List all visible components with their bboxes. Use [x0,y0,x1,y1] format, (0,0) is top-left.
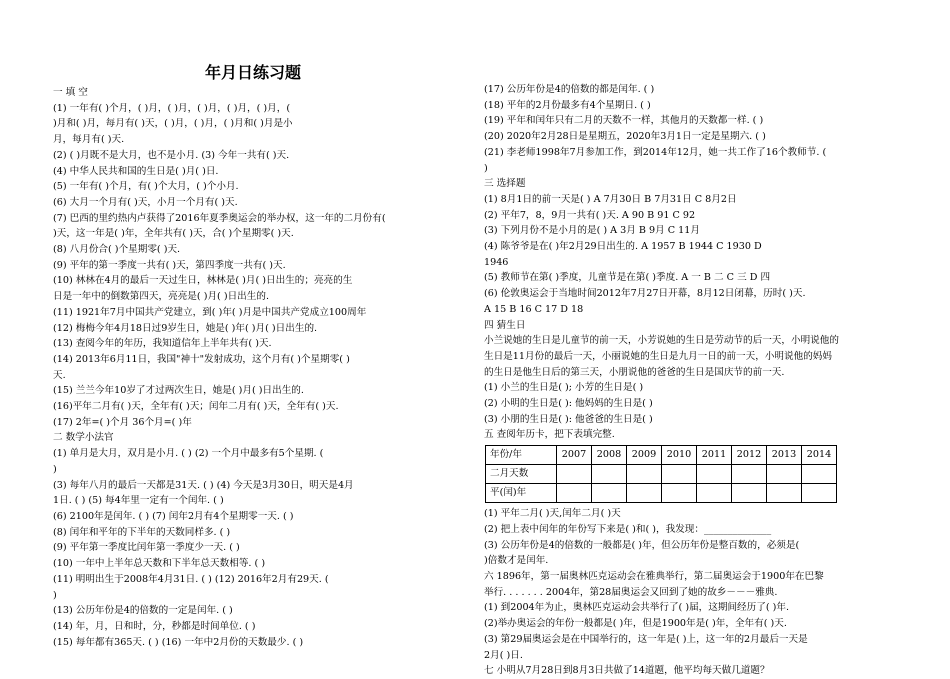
text-line: (2) 平年7，8，9月一共有( )天. A 90 B 91 C 92 [484,209,696,221]
text-line: 举行. . . . . . . 2004年，第28届奥运会又回到了她的故乡－－－雅典. [484,586,778,598]
table-blank-cell[interactable] [627,465,662,484]
text-line: (21) 李老师1998年7月参加工作，到2014年12月，她一共工作了16个教师节. ( [484,146,827,158]
left-questions [53,85,473,650]
text-line: 天. [53,369,66,381]
text-line: 四 猜生日 [484,319,526,331]
table-year-cell: 2011 [697,446,732,465]
text-line: (13) 公历年份是4的倍数的一定是闰年. ( ) [53,605,233,617]
table-year-cell: 2008 [592,446,627,465]
text-line: (3) 下列月份不是小月的是( ) A 3月 B 9月 C 11月 [484,225,700,237]
text-line: 日是一年中的倒数第四天，亮亮是( )月( )日出生的. [53,291,269,303]
text-line: (10) 一年中上半年总天数和下半年总天数相等. ( ) [53,558,266,570]
table-blank-cell[interactable] [662,465,697,484]
table-blank-cell[interactable] [592,465,627,484]
table-blank-cell[interactable] [557,465,592,484]
text-line: (6) 大月一个月有( )天，小月一个月有( )天. [53,196,238,208]
text-line: (14) 2013年6月11日，我国"神十"发射成功，这个月有( )个星期零( ) [53,353,350,365]
text-line: )月和( )月，每月有( )天，( )月，( )月，( )月和( )月是小 [53,118,293,130]
text-line: 六 1896年，第一届奥林匹克运动会在雅典举行，第二届奥运会于1900年在巴黎 [484,570,824,582]
text-line: (8) 八月份合( )个星期零( )天. [53,244,181,256]
text-line: (6) 伦敦奥运会于当地时间2012年7月27日开幕，8月12日闭幕，历时( )天. [484,288,806,300]
text-line: (5) 教师节在第( )季度，儿童节是在第( )季度. A 一 B 二 C 三 D 四 [484,272,771,284]
text-line: (5) 一年有( )个月，有( )个大月，( )个小月. [53,181,239,193]
text-line: ) [53,463,57,475]
text-line: (11) 1921年7月中国共产党建立，到( )年( )月是中国共产党成立100周年 [53,306,367,318]
text-line: (7) 巴西的里约热内卢获得了2016年夏季奥运会的举办权，这一年的二月份有( [53,212,386,224]
text-line: 1日. ( ) (5) 每4年里一定有一个闰年. ( ) [53,495,224,507]
table-blank-cell[interactable] [732,484,767,503]
text-line: (1) 平年二月( )天,闰年二月( )天 [484,508,621,520]
text-line: (1) 小兰的生日是( ); 小芳的生日是( ) [484,382,644,394]
text-line: 小兰说她的生日是儿童节的前一天，小芳说她的生日是劳动节的后一天，小明说他的 [484,335,839,347]
table-year-cell: 2013 [767,446,802,465]
table-blank-cell[interactable] [627,484,662,503]
page-title: 年月日练习题 [204,63,301,82]
text-line: (3) 第29届奥运会是在中国举行的，这一年是( )上，这一年的2月最后一天是 [484,633,808,645]
right-column [484,0,902,679]
text-line: (8) 闰年和平年的下半年的天数同样多. ( ) [53,526,231,538]
text-line: (15) 兰兰今年10岁了才过两次生日，她是( )月( )日出生的. [53,385,304,397]
text-line: 1946 [484,256,509,268]
text-line: (17) 2年=( )个月 36个月=( )年 [53,416,192,428]
text-line: 五 查阅年历卡，把下表填完整. [484,429,615,441]
text-line: (9) 平年第一季度比闰年第一季度少一天. ( ) [53,542,240,554]
text-line: 的生日是他生日后的第三天，小朋说他的爸爸的生日是国庆节的前一天. [484,366,785,378]
text-line: (19) 平年和闰年只有二月的天数不一样，其他月的天数都一样. ( ) [484,115,764,127]
table-row [486,484,837,503]
right-questions-bottom [484,506,902,679]
table-year-cell: 2009 [627,446,662,465]
table-row [486,465,837,484]
text-line: (1) 8月1日的前一天是( ) A 7月30日 B 7月31日 C 8月2日 [484,193,737,205]
text-line: (11) 明明出生于2008年4月31日. ( ) (12) 2016年2月有29天. ( [53,573,329,585]
text-line: (16)平年二月有( )天，全年有( )天；闰年二月有( )天，全年有( )天. [53,401,339,413]
table-year-cell: 2007 [557,446,592,465]
text-line: )天，这一年是( )年，全年共有( )天，合( )个星期零( )天. [53,228,294,240]
text-line: (14) 年，月，日和时，分，秒都是时间单位. ( ) [53,620,256,632]
text-line: (15) 每年都有365天. ( ) (16) 一年中2月份的天数最少. ( ) [53,636,304,648]
text-line: ) [484,162,488,174]
text-line: 七 小明从7月28日到8月3日共做了14道题，他平均每天做几道题？ [484,665,770,677]
text-line: 生日是11月份的最后一天，小丽说她的生日是九月一日的前一天，小明说他的妈妈 [484,350,832,362]
table-year-cell: 2014 [802,446,837,465]
table-blank-cell[interactable] [557,484,592,503]
text-line: (1) 到2004年为止，奥林匹克运动会共举行了( )届，这期间经历了( )年. [484,602,790,614]
table-blank-cell[interactable] [767,484,802,503]
text-line: 月，每月有( )天. [53,134,125,146]
text-line: A 15 B 16 C 17 D 18 [484,303,584,315]
table-header-row [486,446,837,465]
text-line: (3) 每年八月的最后一天都是31天. ( ) (4) 今天是3月30日，明天是4月 [53,479,354,491]
text-line: (6) 2100年是闰年. ( ) (7) 闰年2月有4个星期零一天. ( ) [53,510,294,522]
text-line: ) [53,589,57,601]
table-blank-cell[interactable] [732,465,767,484]
text-line: (1) 一年有( )个月，( )月，( )月，( )月，( )月，( )月，( [53,102,291,114]
text-line: (4) 中华人民共和国的生日是( )月( )日. [53,165,219,177]
text-line: 一 填 空 [53,87,88,98]
text-line: (4) 陈爷爷是在( )年2月29日出生的. A 1957 B 1944 C 1930 D [484,241,762,253]
calendar-table [485,445,837,503]
text-line: 2月( )日. [484,649,523,661]
table-year-cell: 2010 [662,446,697,465]
table-blank-cell[interactable] [662,484,697,503]
table-header-cell: 年份/年 [486,446,557,465]
table-blank-cell[interactable] [697,484,732,503]
table-blank-cell[interactable] [767,465,802,484]
text-line: 三 选择题 [484,178,526,190]
text-line: (12) 梅梅今年4月18日过9岁生日，她是( )年( )月( )日出生的. [53,322,318,334]
text-line: )倍数才是闰年. [484,555,549,567]
text-line: (2) ( )月既不是大月，也不是小月. (3) 今年一共有( )天. [53,149,290,161]
table-blank-cell[interactable] [802,484,837,503]
text-line: (9) 平年的第一季度一共有( )天，第四季度一共有( )天. [53,259,286,271]
text-line: (2) 小明的生日是( ): 他妈妈的生日是( ) [484,398,653,410]
table-year-cell: 2012 [732,446,767,465]
text-line: (20) 2020年2月28日是星期五，2020年3月1日一定是星期六. ( ) [484,131,766,143]
text-line: (1) 单月是大月，双月是小月. ( ) (2) 一个月中最多有5个星期. ( [53,448,324,460]
text-line: (10) 林林在4月的最后一天过生日，林林是( )月( )日出生的；亮亮的生 [53,275,353,287]
text-line: (2)举办奥运会的年份一般都是( )年，但是1900年是( )年，全年有( )天. [484,618,787,630]
text-line: (3) 小朋的生日是( ): 他爸爸的生日是( ) [484,413,653,425]
text-line: (2) 把上表中闰年的年份写下来是( )和( )，我发现：______________ [484,523,772,535]
left-column [53,0,473,650]
right-questions-top [484,82,902,443]
text-line: 二 数学小法官 [53,432,114,444]
text-line: (13) 查阅今年的年历，我知道信年上半年共有( )天. [53,338,272,350]
table-row-label: 平(闰)年 [486,484,557,503]
text-line: (3) 公历年份是4的倍数的一般都是( )年，但公历年份是整百数的，必须是( [484,539,800,551]
table-blank-cell[interactable] [802,465,837,484]
text-line: (17) 公历年份是4的倍数的都是闰年. ( ) [484,84,655,95]
text-line: (18) 平年的2月份最多有4个星期日. ( ) [484,99,651,111]
table-row-label: 二月天数 [486,465,557,484]
table-blank-cell[interactable] [592,484,627,503]
table-blank-cell[interactable] [697,465,732,484]
